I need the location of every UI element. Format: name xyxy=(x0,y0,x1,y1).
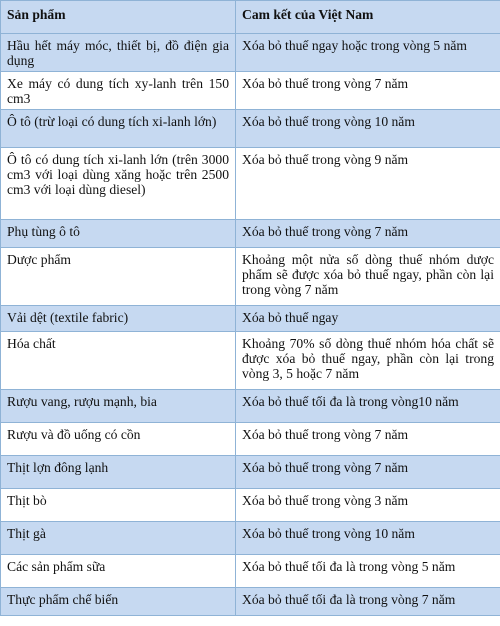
product-cell: Dược phẩm xyxy=(1,248,236,306)
product-cell: Ô tô (trừ loại có dung tích xi-lanh lớn) xyxy=(1,110,236,148)
table-row xyxy=(1,220,500,248)
product-cell: Ô tô có dung tích xi-lanh lớn (trên 3000 cm3 với loại dùng xăng hoặc trên 2500 cm3 với loại dùng diesel) xyxy=(1,148,236,220)
commitment-cell: Xóa bỏ thuế trong vòng 7 năm xyxy=(236,456,500,489)
commitment-cell: Xóa bỏ thuế trong vòng 9 năm xyxy=(236,148,500,220)
table-row xyxy=(1,456,500,489)
product-cell: Hầu hết máy móc, thiết bị, đồ điện gia dụng xyxy=(1,34,236,72)
product-cell: Thịt lợn đông lạnh xyxy=(1,456,236,489)
commitment-cell: Xóa bỏ thuế trong vòng 7 năm xyxy=(236,220,500,248)
commitment-cell: Xóa bỏ thuế tối đa là trong vòng10 năm xyxy=(236,390,500,423)
product-cell: Thịt gà xyxy=(1,522,236,555)
product-cell: Thực phẩm chế biến xyxy=(1,588,236,616)
header-commitment: Cam kết của Việt Nam xyxy=(236,1,500,34)
table-row xyxy=(1,248,500,306)
table-row xyxy=(1,332,500,390)
commitment-cell: Xóa bỏ thuế trong vòng 7 năm xyxy=(236,423,500,456)
table-row xyxy=(1,110,500,148)
commitment-cell: Xóa bỏ thuế ngay xyxy=(236,306,500,332)
table-row xyxy=(1,34,500,72)
table-row xyxy=(1,555,500,588)
table-row xyxy=(1,423,500,456)
product-cell: Thịt bò xyxy=(1,489,236,522)
product-cell: Vải dệt (textile fabric) xyxy=(1,306,236,332)
product-cell: Phụ tùng ô tô xyxy=(1,220,236,248)
table-row xyxy=(1,588,500,616)
commitment-cell: Xóa bỏ thuế trong vòng 10 năm xyxy=(236,110,500,148)
commitment-cell: Khoảng một nửa số dòng thuế nhóm dược phẩm sẽ được xóa bỏ thuế ngay, phần còn lại trong vòng 7 năm xyxy=(236,248,500,306)
header-product: Sản phẩm xyxy=(1,1,236,34)
product-cell: Hóa chất xyxy=(1,332,236,390)
table-row xyxy=(1,306,500,332)
table-row xyxy=(1,72,500,110)
product-cell: Xe máy có dung tích xy-lanh trên 150 cm3 xyxy=(1,72,236,110)
table-row xyxy=(1,148,500,220)
commitment-cell: Xóa bỏ thuế ngay hoặc trong vòng 5 năm xyxy=(236,34,500,72)
header-row xyxy=(1,1,500,34)
product-cell: Rượu vang, rượu mạnh, bia xyxy=(1,390,236,423)
commitment-cell: Xóa bỏ thuế trong vòng 3 năm xyxy=(236,489,500,522)
commitment-cell: Xóa bỏ thuế trong vòng 7 năm xyxy=(236,72,500,110)
commitment-cell: Xóa bỏ thuế tối đa là trong vòng 7 năm xyxy=(236,588,500,616)
commitment-cell: Khoảng 70% số dòng thuế nhóm hóa chất sẽ được xóa bỏ thuế ngay, phần còn lại trong vòng 3, 5 hoặc 7 năm xyxy=(236,332,500,390)
commitment-cell: Xóa bỏ thuế trong vòng 10 năm xyxy=(236,522,500,555)
table-row xyxy=(1,390,500,423)
product-cell: Các sản phẩm sữa xyxy=(1,555,236,588)
product-cell: Rượu và đồ uống có cồn xyxy=(1,423,236,456)
commitment-cell: Xóa bỏ thuế tối đa là trong vòng 5 năm xyxy=(236,555,500,588)
table-row xyxy=(1,489,500,522)
table-row xyxy=(1,522,500,555)
